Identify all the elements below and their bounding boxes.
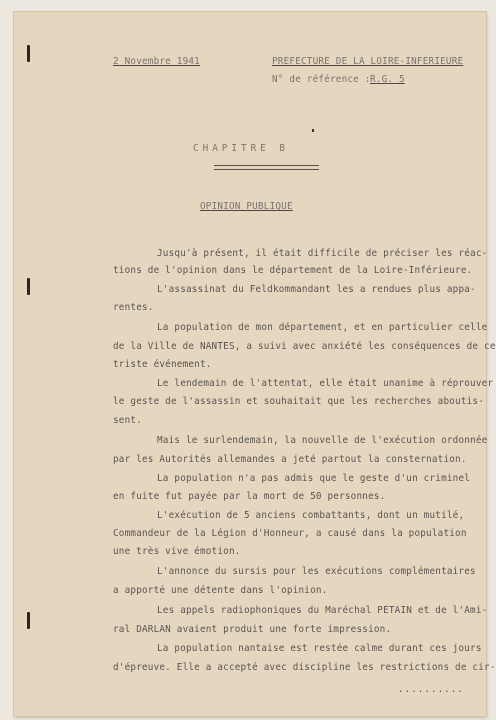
body-line: sent. xyxy=(113,415,142,426)
body-line: La population nantaise est restée calme durant ces jours xyxy=(157,643,482,654)
body-line: L'assassinat du Feldkommandant les a rendues plus appa- xyxy=(157,284,476,295)
body-line: par les Autorités allemandes a jeté partout la consternation. xyxy=(113,454,467,465)
body-line: Les appels radiophoniques du Maréchal PETAIN et de l'Ami- xyxy=(157,605,488,616)
body-line: rentes. xyxy=(113,302,154,313)
body-line: Commandeur de la Légion d'Honneur, a causé dans la population xyxy=(113,528,467,539)
margin-mark xyxy=(27,45,30,62)
body-line: L'annonce du sursis pour les exécutions complémentaires xyxy=(157,566,476,577)
continuation-mark: .......... xyxy=(398,684,464,695)
header-office: PREFECTURE DE LA LOIRE-INFERIEURE xyxy=(272,56,464,67)
reference-value: R.G. 5 xyxy=(370,74,405,85)
body-line: Jusqu'à présent, il était difficile de préciser les réac- xyxy=(157,248,488,259)
margin-mark xyxy=(27,278,30,295)
ink-speck xyxy=(312,129,314,132)
body-line: ral DARLAN avaient produit une forte impression. xyxy=(113,624,392,635)
header-date: 2 Novembre 1941 xyxy=(113,56,200,67)
body-line: le geste de l'assassin et souhaitait que les recherches aboutis- xyxy=(113,396,485,407)
body-line: Le lendemain de l'attentat, elle était unanime à réprouver xyxy=(157,378,494,389)
chapter-title: CHAPITRE B xyxy=(193,143,289,154)
body-line: de la Ville de NANTES, a suivi avec anxiété les conséquences de ce xyxy=(113,341,496,352)
body-line: triste événement. xyxy=(113,359,212,370)
body-line: La population n'a pas admis que le geste d'un criminel xyxy=(157,473,471,484)
margin-mark xyxy=(27,612,30,629)
body-line: une très vive émotion. xyxy=(113,546,241,557)
chapter-rule xyxy=(214,165,319,170)
body-line: L'exécution de 5 anciens combattants, dont un mutilé, xyxy=(157,510,465,521)
section-title: OPINION PUBLIQUE xyxy=(200,201,293,212)
body-line: d'épreuve. Elle a accepté avec discipline les restrictions de cir- xyxy=(113,662,496,673)
body-line: Mais le surlendemain, la nouvelle de l'exécution ordonnée xyxy=(157,435,488,446)
body-line: en fuite fut payée par la mort de 50 personnes. xyxy=(113,491,386,502)
body-line: La population de mon département, et en particulier celle xyxy=(157,322,488,333)
reference-label: N° de référence : xyxy=(272,74,371,85)
body-line: tions de l'opinion dans le département de la Loire-Inférieure. xyxy=(113,265,473,276)
body-line: a apporté une détente dans l'opinion. xyxy=(113,585,328,596)
